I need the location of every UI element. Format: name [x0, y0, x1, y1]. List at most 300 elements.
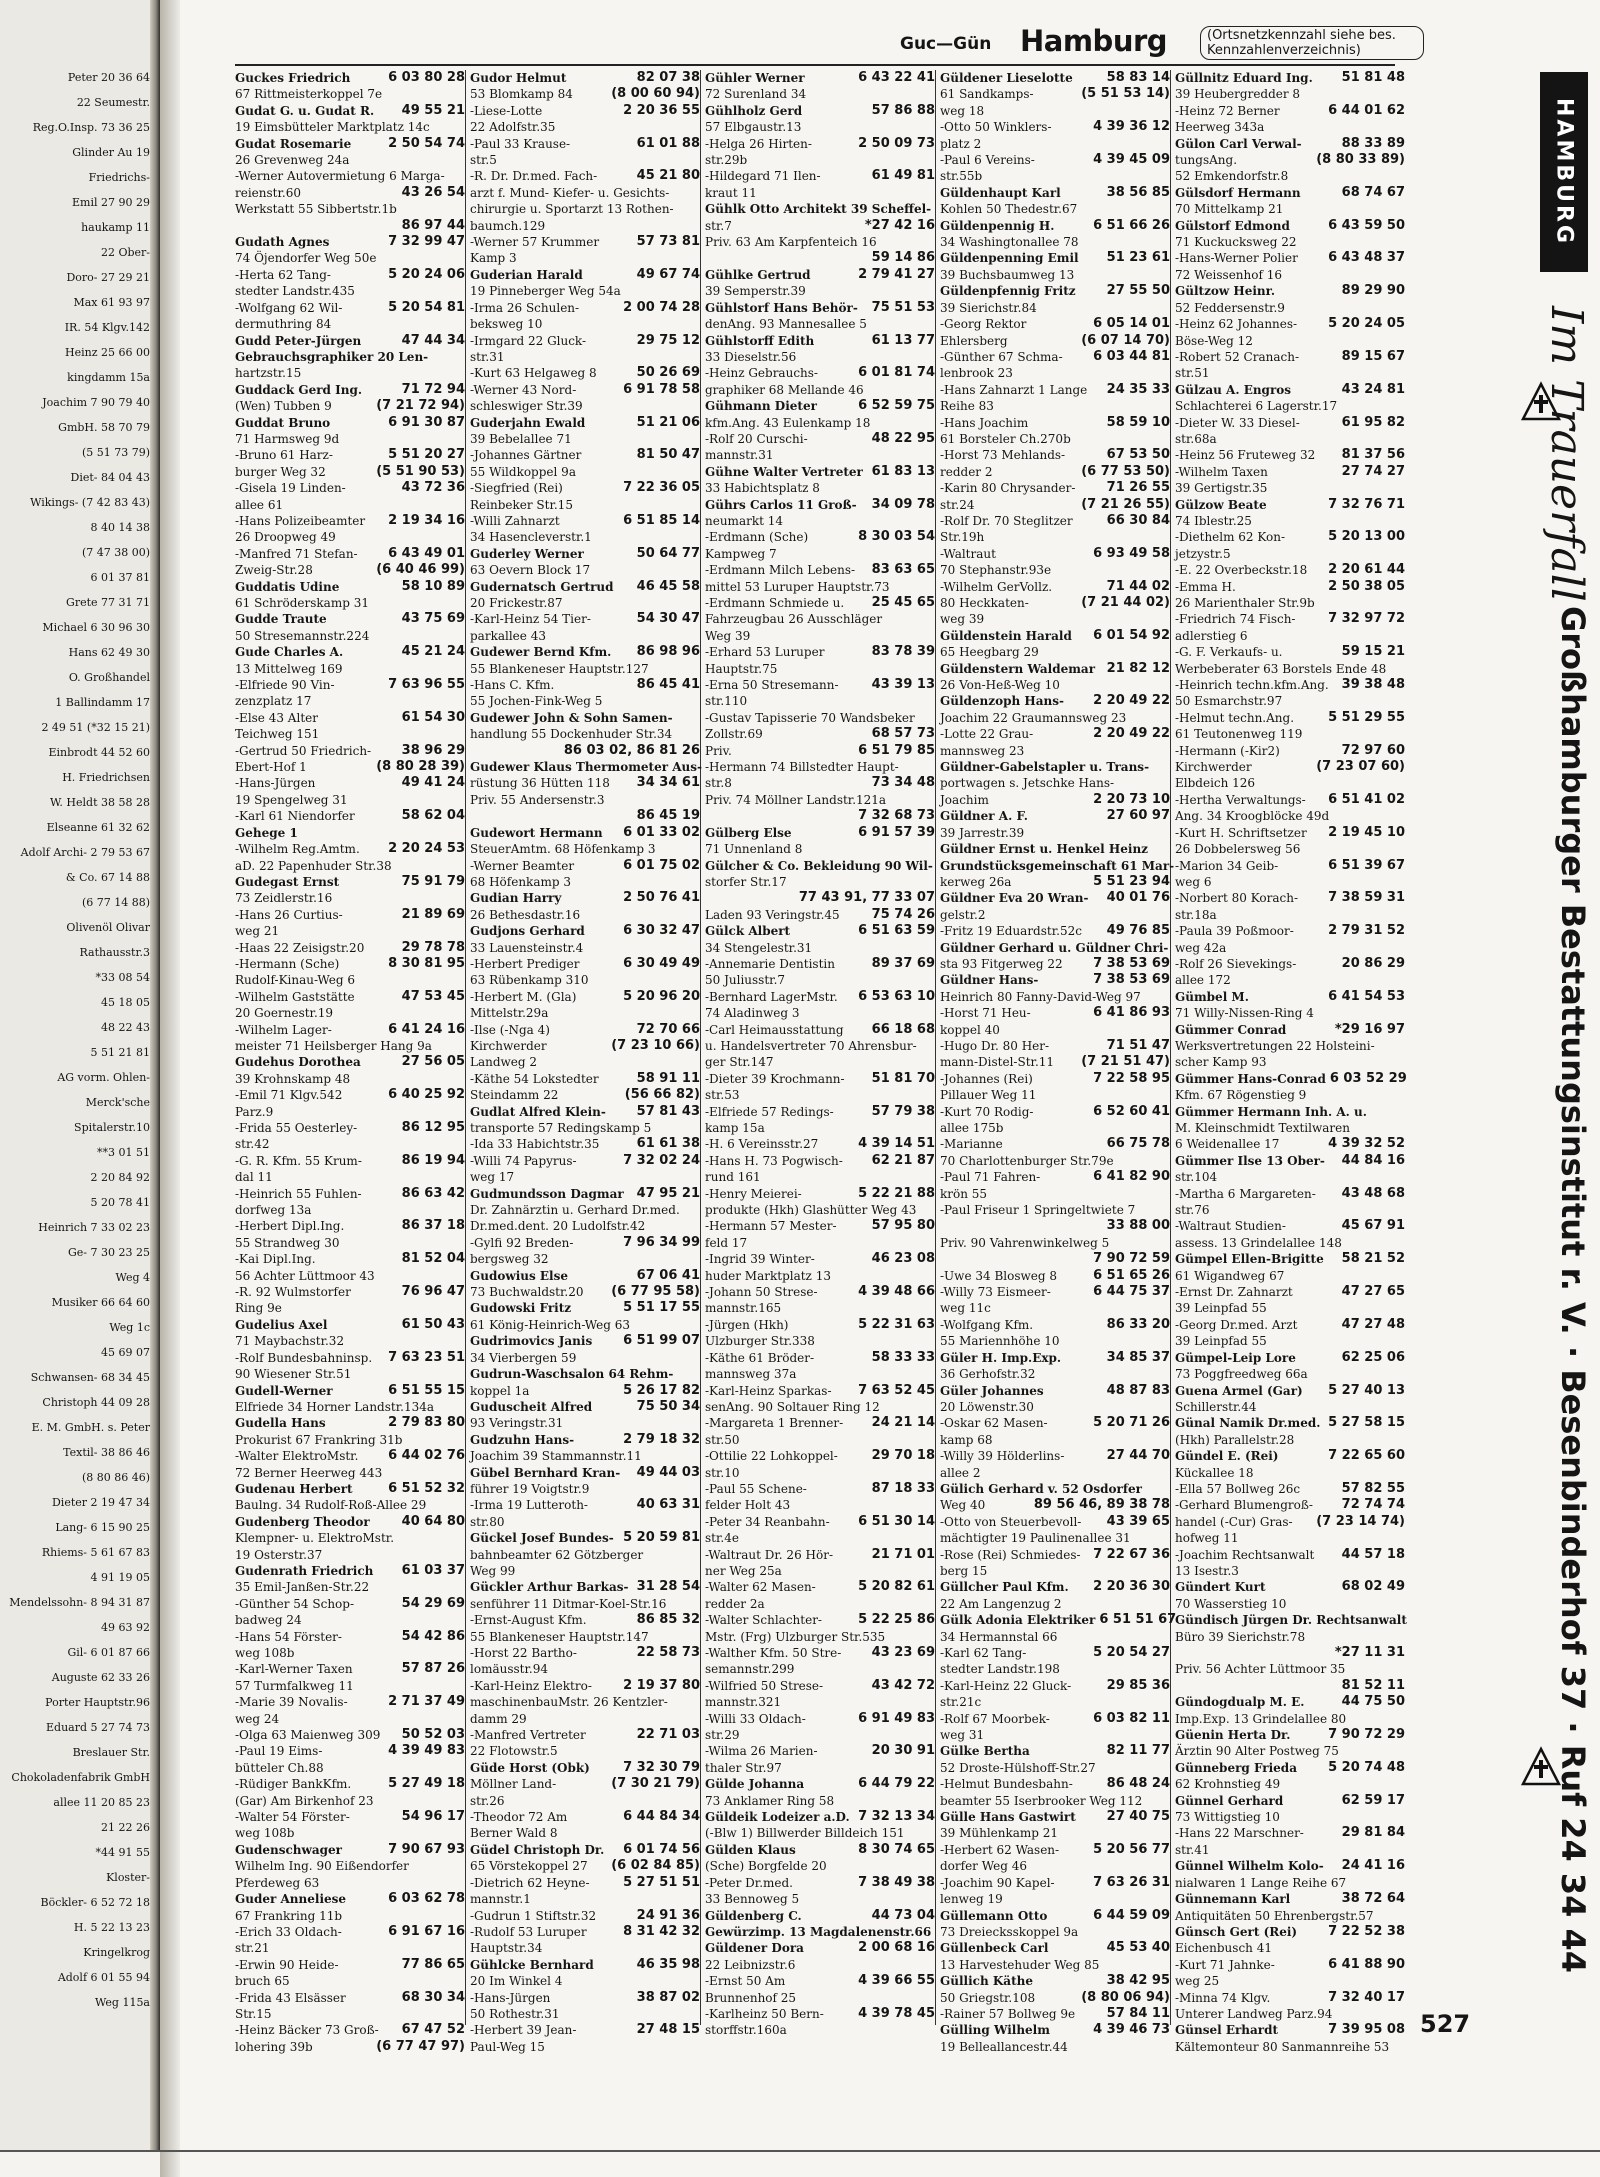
listing-entry: [1175, 940, 1405, 956]
listing-entry: [940, 382, 1170, 398]
entry-phone: 7 90 67 93: [388, 1841, 465, 1857]
listing-entry: [1175, 1596, 1405, 1612]
listing-entry: [1175, 1022, 1405, 1038]
entry-name: 71 Willy-Nissen-Ring 4: [1175, 1006, 1314, 1021]
entry-name: weg 21: [235, 924, 280, 939]
spine-line: Friedrichs-: [88, 171, 150, 184]
entry-name: Günsel Erhardt: [1175, 2023, 1279, 2038]
entry-phone: 6 03 52 29: [1329, 1070, 1407, 1086]
listing-entry: [940, 1661, 1170, 1677]
listing-entry: [235, 644, 465, 660]
listing-entry: [705, 611, 935, 627]
listing-entry: [940, 890, 1170, 906]
entry-name: Gültzow Heinr.: [1175, 284, 1276, 299]
listing-entry: [940, 480, 1170, 496]
listing-entry: [470, 726, 700, 742]
entry-phone: 5 27 51 51: [623, 1874, 700, 1890]
entry-phone: 2 20 24 53: [388, 841, 465, 857]
listing-entry: [940, 86, 1170, 102]
entry-name: weg 11c: [940, 1301, 991, 1316]
listing-entry: [705, 1005, 935, 1021]
entry-phone: 49 76 85: [1106, 923, 1170, 939]
entry-name: Gudrun-Waschsalon 64 Rehm-: [470, 1367, 674, 1382]
entry-name: 39 Leinpfad 55: [1175, 1334, 1267, 1349]
entry-name: portwagen s. Jetschke Hans-: [940, 776, 1115, 791]
entry-name: Gudowski Fritz: [470, 1301, 572, 1316]
listing-entry: [470, 1448, 700, 1464]
spine-line: Elseanne 61 32 62: [46, 821, 150, 834]
listing-entry: [235, 1366, 465, 1382]
entry-name: -Walter ElektroMstr.: [235, 1449, 359, 1464]
entry-phone: 40 01 76: [1106, 890, 1170, 906]
listing-entry: [1175, 86, 1405, 102]
spine-line: E. M. GmbH. s. Peter: [31, 1421, 150, 1434]
listing-entry: [940, 1038, 1170, 1054]
entry-name: -Wilhelm Reg.Amtm.: [235, 842, 360, 857]
listing-entry: [1175, 1481, 1405, 1497]
listing-entry: [940, 1514, 1170, 1530]
entry-name: -Heinz Bäcker 73 Groß-: [235, 2023, 379, 2038]
entry-name: -Paul Friseur 1 Springeltwiete 7: [940, 1203, 1136, 1218]
entry-name: Pferdeweg 63: [235, 1875, 320, 1890]
entry-name: -Hans-Jürgen: [470, 1990, 551, 2005]
entry-name: 20 Im Winkel 4: [470, 1974, 563, 1989]
listing-entry: [1175, 1333, 1405, 1349]
entry-name: Gühler Werner: [705, 71, 805, 85]
listing-entry: [1175, 907, 1405, 923]
entry-name: -Wilhelm Lager-: [235, 1022, 332, 1037]
entry-name: -Werner Beamter: [470, 858, 575, 873]
entry-name: -Gerhard Blumengroß-: [1175, 1498, 1313, 1513]
entry-name: -G. F. Verkaufs- u.: [1175, 645, 1283, 660]
listing-entry: [705, 415, 935, 431]
spine-line: IR. 54 Klgv.142: [64, 321, 150, 334]
listing-entry: [1175, 529, 1405, 545]
entry-name: Kampweg 7: [705, 546, 777, 561]
entry-name: -Manfred 71 Stefan-: [235, 546, 358, 561]
listing-entry: [940, 792, 1170, 808]
listing-column-1: [235, 70, 466, 2054]
entry-phone: 6 51 79 85: [858, 742, 935, 758]
listing-entry: [1175, 234, 1405, 250]
listing-entry: [705, 300, 935, 316]
entry-name: Gülzow Beate: [1175, 497, 1267, 512]
entry-name: koppel 1a: [470, 1383, 530, 1398]
entry-name: Elbdeich 126: [1175, 776, 1256, 791]
entry-phone: 27 74 27: [1341, 463, 1405, 479]
listing-entry: [1175, 1169, 1405, 1185]
entry-name: berg 15: [940, 1563, 988, 1578]
spine-line: 6 01 37 81: [90, 571, 150, 584]
listing-entry: [940, 103, 1170, 119]
entry-name: 39 Sierichstr.84: [940, 300, 1037, 315]
entry-phone: 62 59 17: [1341, 1792, 1405, 1808]
entry-phone: (7 23 07 60): [1316, 759, 1405, 775]
listing-entry: [470, 1809, 700, 1825]
listing-entry: [235, 1547, 465, 1563]
listing-entry: [235, 1218, 465, 1234]
entry-phone: 43 72 36: [401, 480, 465, 496]
entry-name: Brunnenhof 25: [705, 1990, 797, 2005]
listing-entry: [940, 1612, 1177, 1628]
listing-entry: [235, 234, 465, 250]
entry-name: Schillerstr.44: [1175, 1399, 1257, 1414]
entry-phone: (7 21 44 02): [1081, 595, 1170, 610]
listing-entry: [705, 1858, 935, 1874]
entry-name: 55 Jochen-Fink-Weg 5: [470, 694, 603, 709]
entry-name: Guduscheit Alfred: [470, 1399, 593, 1414]
entry-name: Güldenberg C.: [705, 1908, 802, 1923]
entry-phone: 2 20 49 22: [1093, 693, 1170, 709]
entry-name: (Wen) Tubben 9: [235, 399, 332, 414]
entry-phone: 45 21 24: [401, 644, 465, 660]
listing-entry: [940, 365, 1170, 381]
entry-phone: 27 40 75: [1106, 1809, 1170, 1825]
entry-phone: 49 44 03: [636, 1464, 700, 1480]
entry-name: 39 Mühlenkamp 21: [940, 1826, 1059, 1841]
entry-name: Güldener Lieselotte: [940, 71, 1073, 85]
listing-entry: [940, 693, 1170, 709]
listing-entry: [705, 1054, 935, 1070]
entry-name: -Irmgard 22 Gluck-: [470, 333, 587, 348]
listing-entry: [705, 234, 935, 250]
listing-entry: [1175, 2039, 1405, 2055]
listing-entry: [470, 775, 700, 791]
entry-phone: 51 21 06: [636, 414, 700, 430]
entry-name: storfer Str.17: [705, 874, 787, 889]
listing-entry: [705, 1022, 935, 1038]
entry-name: meister 71 Heilsberger Hang 9a: [235, 1038, 432, 1053]
entry-name: -Walter Schlachter-: [705, 1613, 822, 1628]
entry-name: führer 19 Voigtstr.9: [470, 1481, 590, 1496]
listing-entry: [235, 956, 465, 972]
entry-name: Gülstorf Edmond: [1175, 218, 1290, 233]
entry-name: -Helga 26 Hirten-: [705, 136, 812, 151]
entry-phone: 43 39 13: [871, 677, 935, 693]
listing-entry: [1175, 1547, 1405, 1563]
listing-entry: [1175, 1776, 1405, 1792]
listing-entry: [235, 365, 465, 381]
listing-entry: [705, 940, 935, 956]
listing-entry: [1175, 1711, 1405, 1727]
listing-entry: [940, 841, 1170, 857]
spine-line: Glinder Au 19: [72, 146, 150, 159]
listing-entry: [1175, 1120, 1405, 1136]
entry-phone: 47 27 65: [1341, 1284, 1405, 1300]
listing-entry: [1175, 1957, 1405, 1973]
listing-entry: [940, 1973, 1170, 1989]
entry-name: Eichenbusch 41: [1175, 1941, 1272, 1956]
entry-phone: 89 15 67: [1341, 348, 1405, 364]
listing-entry: [235, 1104, 465, 1120]
listing-entry: [470, 136, 700, 152]
listing-entry: [940, 1300, 1170, 1316]
entry-name: -Johann 50 Strese-: [705, 1285, 818, 1300]
listing-entry: [940, 300, 1170, 316]
entry-phone: 6 51 30 14: [858, 1513, 935, 1529]
entry-name: -Ilse (-Nga 4): [470, 1022, 550, 1037]
listing-entry: [470, 841, 700, 857]
entry-name: Güldner A. F.: [940, 809, 1028, 824]
listing-entry: [235, 1629, 465, 1645]
entry-name: 71 Maybachstr.32: [235, 1334, 345, 1349]
listing-entry: [1175, 1038, 1405, 1054]
listing-entry: [470, 1317, 700, 1333]
entry-name: -Hans H. 73 Pogwisch-: [705, 1153, 843, 1168]
listing-entry: [470, 1071, 700, 1087]
listing-entry: [470, 316, 700, 332]
listing-entry: [705, 447, 935, 463]
entry-phone: 6 01 74 56: [623, 1841, 700, 1857]
listing-entry: [1175, 1924, 1405, 1940]
listing-entry: [235, 1727, 465, 1743]
spine-line: (6 77 14 88): [81, 896, 150, 909]
listing-entry: [940, 1087, 1170, 1103]
entry-name: gelstr.2: [940, 907, 986, 922]
listing-entry: [1175, 2006, 1405, 2022]
listing-entry: [470, 1842, 700, 1858]
listing-entry: [470, 1579, 700, 1595]
entry-phone: 58 59 10: [1106, 414, 1170, 430]
entry-phone: 24 35 33: [1106, 381, 1170, 397]
city-thumb-tab: [1540, 72, 1588, 272]
listing-entry: [705, 1776, 935, 1792]
listing-entry: [940, 1743, 1170, 1759]
entry-phone: 71 44 02: [1106, 578, 1170, 594]
entry-name: Paul-Weg 15: [470, 2039, 545, 2054]
entry-name: Werkstatt 55 Sibbertstr.1b: [235, 202, 397, 217]
entry-name: Ang. 34 Kroogblöcke 49d: [1175, 809, 1330, 824]
entry-name: 26 Grevenweg 24a: [235, 153, 350, 168]
entry-phone: 5 51 23 94: [1093, 873, 1170, 889]
entry-phone: 5 20 24 06: [388, 266, 465, 282]
listing-entry: [235, 464, 465, 480]
entry-phone: 88 33 89: [1341, 135, 1405, 151]
entry-phone: 29 70 18: [871, 1448, 935, 1464]
entry-name: 61 König-Heinrich-Weg 63: [470, 1317, 631, 1332]
entry-phone: 75 74 26: [871, 906, 935, 922]
right-margin-advert: [1410, 56, 1595, 2106]
entry-name: Günsch Gert (Rei): [1175, 1924, 1298, 1939]
listing-entry: [940, 218, 1170, 234]
listing-entry: [1175, 1087, 1405, 1103]
listing-entry: [705, 1825, 935, 1841]
entry-name: -Joachim Rechtsanwalt: [1175, 1547, 1315, 1562]
entry-name: Wilhelm Ing. 90 Eißendorfer: [235, 1859, 409, 1874]
listing-entry: [470, 1465, 700, 1481]
listing-entry: [705, 743, 935, 759]
listing-entry: [470, 1333, 700, 1349]
listing-entry: [1175, 497, 1405, 513]
entry-phone: 7 32 68 73: [858, 808, 935, 824]
spine-line: Hans 62 49 30: [68, 646, 150, 659]
entry-name: -Siegfried (Rei): [470, 481, 563, 496]
entry-name: -Horst 22 Bartho-: [470, 1646, 577, 1660]
listing-entry: [705, 1383, 935, 1399]
entry-name: -Walter 54 Förster-: [235, 1810, 350, 1825]
entry-phone: 47 44 34: [401, 332, 465, 348]
entry-name: str.5: [470, 153, 497, 168]
entry-name: -Heinrich 55 Fuhlen-: [235, 1186, 362, 1201]
entry-name: Str.15: [235, 2006, 272, 2021]
listing-entry: [235, 1514, 465, 1530]
listing-entry: [705, 136, 935, 152]
listing-entry: [235, 447, 465, 463]
entry-name: -Emil 71 Klgv.542: [235, 1088, 343, 1103]
listing-entry: [705, 398, 935, 414]
entry-phone: 2 50 54 74: [388, 135, 465, 151]
spine-line: H. Friedrichsen: [62, 771, 150, 784]
listing-entry: [705, 316, 935, 332]
entry-phone: (8 80 06 94): [1081, 1989, 1170, 2005]
listing-entry: [1175, 1809, 1405, 1825]
entry-name: -Paul 33 Krause-: [470, 136, 571, 151]
entry-phone: 2 50 38 05: [1328, 578, 1405, 594]
entry-name: Gudehus Dorothea: [235, 1055, 361, 1070]
entry-phone: 27 55 50: [1106, 283, 1170, 299]
entry-phone: 6 41 54 53: [1328, 988, 1405, 1004]
entry-phone: 6 51 85 14: [623, 512, 700, 528]
listing-entry: [705, 1300, 935, 1316]
listing-entry: [705, 1842, 935, 1858]
entry-name: adlerstieg 6: [1175, 628, 1248, 643]
listing-entry: [235, 185, 465, 201]
spine-line: Eduard 5 27 74 73: [46, 1721, 150, 1734]
entry-name: Joachim 22 Graumannsweg 23: [940, 710, 1127, 725]
entry-phone: 5 27 49 18: [388, 1776, 465, 1792]
entry-name: Ring 9e: [235, 1301, 282, 1316]
listing-entry: [235, 316, 465, 332]
entry-name: kamp 15a: [705, 1121, 765, 1135]
entry-name: Gührs Carlos 11 Groß-: [705, 497, 857, 512]
listing-entry: [940, 907, 1170, 923]
listing-entry: [940, 1908, 1170, 1924]
entry-name: Kirchwerder: [470, 1038, 547, 1053]
entry-phone: 5 51 20 27: [388, 447, 465, 463]
listing-entry: [940, 136, 1170, 152]
entry-name: 50 Griegstr.108: [940, 1990, 1036, 2005]
spine-line: Mendelssohn- 8 94 31 87: [9, 1596, 150, 1609]
listing-entry: [940, 1694, 1170, 1710]
entry-name: Gühlcke Bernhard: [470, 1957, 594, 1972]
entry-name: Gülsdorf Hermann: [1175, 185, 1301, 200]
listing-entry: [940, 874, 1170, 890]
listing-entry: [705, 1251, 935, 1267]
entry-phone: 7 63 52 45: [858, 1382, 935, 1398]
entry-phone: 7 32 02 24: [623, 1152, 700, 1168]
listing-entry: [470, 300, 700, 316]
listing-entry: [1175, 1350, 1405, 1366]
listing-entry: [705, 1711, 935, 1727]
entry-name: -Rudolf 53 Luruper: [470, 1924, 587, 1939]
listing-entry: [705, 759, 935, 775]
listing-entry: [1175, 464, 1405, 480]
entry-name: -G. R. Kfm. 55 Krum-: [235, 1153, 362, 1168]
listing-entry: [705, 283, 935, 299]
entry-phone: 66 18 68: [871, 1021, 935, 1037]
entry-name: -Irma 19 Lutteroth-: [470, 1498, 588, 1513]
entry-phone: 50 26 69: [636, 365, 700, 381]
entry-phone: 4 39 66 55: [858, 1973, 935, 1989]
entry-phone: 7 32 30 79: [623, 1759, 700, 1775]
listing-entry: [1175, 858, 1405, 874]
listing-entry: [470, 513, 700, 529]
entry-phone: 49 67 74: [636, 266, 700, 282]
entry-name: Werbeberater 63 Borstels Ende 48: [1175, 661, 1387, 676]
listing-entry: [705, 890, 935, 906]
entry-name: Priv. 90 Vahrenwinkelweg 5: [940, 1235, 1110, 1250]
entry-name: Güldner Gerhard u. Güldner Chri-: [940, 940, 1169, 955]
entry-name: Gudat Rosemarie: [235, 136, 352, 151]
listing-entry: [705, 464, 935, 480]
entry-name: -Ernst Dr. Zahnarzt: [1175, 1285, 1293, 1300]
entry-phone: 44 84 16: [1341, 1152, 1405, 1168]
entry-name: senAng. 90 Soltauer Ring 12: [705, 1399, 880, 1414]
entry-name: Kfm. 67 Rögenstieg 9: [1175, 1088, 1307, 1103]
spine-line: Schwansen- 68 34 45: [30, 1371, 150, 1384]
spine-line: 4 91 19 05: [90, 1571, 150, 1584]
entry-phone: 34 09 78: [871, 496, 935, 512]
listing-entry: [235, 1399, 465, 1415]
listing-entry: [470, 1251, 700, 1267]
listing-entry: [940, 1169, 1170, 1185]
listing-entry: [470, 1776, 700, 1792]
entry-name: Gudewer Bernd Kfm.: [470, 645, 612, 660]
listing-entry: [1175, 1317, 1405, 1333]
listing-entry: [470, 1481, 700, 1497]
entry-phone: 67 06 41: [636, 1267, 700, 1283]
listing-entry: [235, 333, 465, 349]
entry-name: Güldenpfennig Fritz: [940, 284, 1076, 299]
listing-entry: [705, 562, 935, 578]
entry-phone: 86 85 32: [636, 1612, 700, 1628]
spine-line: allee 11 20 85 23: [53, 1796, 150, 1809]
entry-name: -Hans-Werner Polier: [1175, 251, 1298, 266]
entry-name: -Gustav Tapisserie 70 Wandsbeker: [705, 710, 915, 725]
entry-phone: 6 01 81 74: [858, 365, 935, 381]
entry-phone: 5 20 54 81: [388, 299, 465, 315]
listing-entry: [705, 431, 935, 447]
entry-phone: 51 23 61: [1106, 250, 1170, 266]
entry-name: -Hermann 74 Billstedter Haupt-: [705, 760, 899, 775]
entry-name: Günnel Gerhard: [1175, 1793, 1284, 1808]
entry-phone: 22 58 73: [636, 1645, 700, 1660]
entry-name: Guddatis Udine: [235, 579, 340, 594]
entry-phone: 27 56 05: [401, 1054, 465, 1070]
entry-phone: 6 40 25 92: [388, 1087, 465, 1103]
listing-entry: [1175, 1678, 1405, 1694]
entry-name: -Hermann (Sche): [235, 956, 340, 971]
entry-name: Güldner Eva 20 Wran-: [940, 891, 1089, 906]
listing-entry: [940, 1842, 1170, 1858]
entry-phone: 6 52 59 75: [858, 398, 935, 414]
entry-phone: 6 52 60 41: [1093, 1103, 1170, 1119]
listing-entry: [470, 70, 700, 86]
spine-line: **3 01 51: [97, 1146, 150, 1159]
listing-entry: [1175, 1694, 1405, 1710]
entry-phone: 76 96 47: [401, 1284, 465, 1300]
listing-entry: [705, 1333, 935, 1349]
entry-phone: 7 39 95 08: [1328, 2022, 1405, 2038]
spine-line: *33 08 54: [95, 971, 150, 984]
entry-name: Gudde Traute: [235, 612, 327, 627]
listing-entry: [470, 431, 700, 447]
entry-name: weg 39: [940, 612, 985, 627]
entry-name: Gülck Albert: [705, 924, 791, 939]
entry-name: Gühlstorff Edith: [705, 333, 815, 348]
listing-entry: [1175, 1842, 1405, 1858]
entry-phone: 6 51 39 67: [1328, 857, 1405, 873]
